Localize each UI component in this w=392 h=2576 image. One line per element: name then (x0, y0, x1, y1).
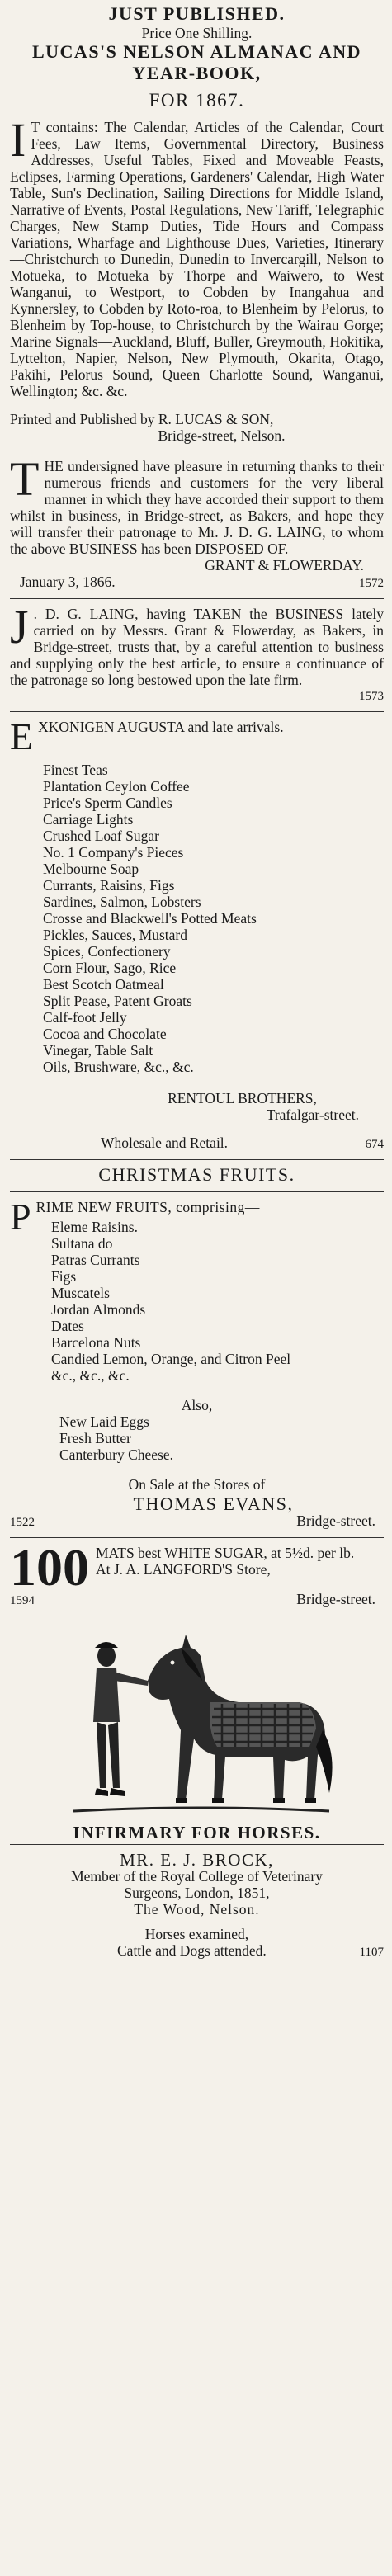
sugar-main (10, 1538, 384, 1597)
grant-body (10, 452, 384, 557)
infirmary-heading: INFIRMARY FOR HORSES. (73, 1823, 321, 1842)
christmas-number: 1522 (10, 1516, 35, 1529)
rentoul-item: Split Pease, Patent Groats (43, 993, 192, 1009)
almanac-body (10, 113, 384, 399)
rentoul-item: Price's Sperm Candles (43, 795, 172, 811)
rentoul-heading-line (10, 715, 384, 757)
horse-engraving (49, 1623, 346, 1821)
rentoul-terms: Wholesale and Retail. (101, 1135, 229, 1151)
divider (10, 1159, 384, 1160)
grant-number: 1572 (359, 577, 384, 590)
christmas-item: Barcelona Nuts (51, 1334, 141, 1351)
christmas-also-item: New Laid Eggs (59, 1413, 149, 1430)
rentoul-ad (10, 715, 384, 1153)
grant-notice (10, 452, 384, 592)
rentoul-item: Oils, Brushware, &c., &c. (43, 1059, 194, 1075)
laing-body (10, 600, 384, 688)
christmas-street: Bridge-street. (296, 1512, 375, 1529)
rentoul-item: Spices, Confectionery (43, 943, 171, 960)
rentoul-item: Crosse and Blackwell's Potted Meats (43, 910, 257, 927)
christmas-ad (10, 1164, 384, 1531)
rentoul-item: Crushed Loaf Sugar (43, 828, 159, 844)
grant-footer (10, 573, 384, 592)
grant-dropcap: T (10, 452, 40, 506)
rentoul-item: Finest Teas (43, 762, 108, 778)
infirmary-note-2: Cattle and Dogs attended. (117, 1942, 267, 1959)
christmas-item: Dates (51, 1318, 84, 1334)
infirmary-address: The Wood, Nelson. (134, 1901, 260, 1918)
christmas-heading: CHRISTMAS FRUITS. (98, 1164, 295, 1185)
rentoul-item: Currants, Raisins, Figs (43, 877, 175, 894)
almanac-body-text: T contains: The Calendar, Articles of the Calendar, Court Fees, Law Items, Governmental Directory, Business Addresses, Useful Tables, Fixed and Moveable Feasts, Eclipses, Farming Operations, Gardeners' Calendar, High Water Table, Sun's Declination, Sailing Directions for Middle Island, Narrative of Events, Postal Regulations, New Tariff, Telegraphic Charges, New Stamp Duties, Tide Hours and Compass Variations, Wharfage and Lighthouse Dues, Varieties, Itinerary—Christchurch to Dunedin, Dunedin to Invercargill, Nelson to Motueka, to Motueka by Thorpe and Waiwero, to West Wanganui, to Westport, to Cobden by Inangahua and Kynnersley, to Cobden by Roto-roa, to Blenheim by Pelorus, to Blenheim by Top-house, to Christchurch by the Wairau Gorge; Marine Signals—Auckland, Bluff, Buller, Greymouth, Hokitika, Lyttelton, Napier, Nelson, New Plymouth, Okarita, Otago, Pakihi, Pelorus Sound, Queen Charlotte Sound, Wanganui, Wellington; &c. &c. (10, 119, 384, 399)
laing-dropcap: J (10, 600, 29, 653)
christmas-store: THOMAS EVANS, (133, 1493, 294, 1514)
christmas-sale: On Sale at the Stores of (128, 1476, 266, 1493)
christmas-item-list (10, 1219, 384, 1384)
almanac-dropcap: I (10, 113, 26, 167)
rentoul-item-list (10, 762, 384, 1075)
groom-figure (93, 1642, 148, 1796)
sugar-big-number: 100 (10, 1538, 89, 1597)
rentoul-item: Plantation Ceylon Coffee (43, 778, 190, 795)
sugar-ad (10, 1538, 384, 1609)
christmas-item: Sultana do (51, 1235, 113, 1252)
christmas-intro: RIME NEW FRUITS, comprising— (35, 1199, 260, 1215)
grant-date: January 3, 1866. (20, 573, 116, 590)
infirmary-note-1: Horses examined, (144, 1926, 249, 1942)
rentoul-item: Cocoa and Chocolate (43, 1026, 167, 1042)
laing-body-text: . D. G. LAING, having TAKEN the BUSINESS lately carried on by Messrs. Grant & Flowerday, as Bakers, in Bridge-street, trusts that, by a careful attention to business and supplying only the best article, to ensure a continuance of the patronage so long bestowed upon the late firm. (10, 606, 384, 688)
grant-signature: GRANT & FLOWERDAY. (205, 557, 364, 573)
christmas-footer (10, 1512, 384, 1531)
infirmary-ad (10, 1623, 384, 1960)
divider (10, 1844, 384, 1845)
almanac-price: Price One Shilling. (141, 25, 253, 41)
rentoul-item: Vinegar, Table Salt (43, 1042, 153, 1059)
horse-figure (148, 1635, 333, 1803)
infirmary-name: MR. E. J. BROCK, (120, 1850, 274, 1870)
rentoul-item: Melbourne Soap (43, 861, 139, 877)
infirmary-number: 1107 (359, 1946, 384, 1959)
almanac-ad (10, 3, 384, 444)
sugar-line-1: MATS best WHITE SUGAR, at 5½d. per lb. (96, 1545, 355, 1561)
divider (10, 711, 384, 712)
christmas-dropcap: P (10, 1196, 31, 1238)
christmas-item: Patras Currants (51, 1252, 140, 1268)
rentoul-item: Calf-foot Jelly (43, 1009, 127, 1026)
almanac-year: FOR 1867. (149, 90, 245, 111)
christmas-item: Figs (51, 1268, 77, 1285)
laing-notice (10, 600, 384, 705)
christmas-also-list (10, 1413, 384, 1463)
sugar-street: Bridge-street. (296, 1591, 375, 1607)
christmas-also-item: Fresh Butter (59, 1430, 132, 1446)
almanac-title-1: LUCAS'S NELSON ALMANAC AND (31, 41, 361, 62)
rentoul-heading: XKONIGEN AUGUSTA and late arrivals. (38, 719, 284, 735)
infirmary-line-1: Member of the Royal College of Veterinary (71, 1868, 323, 1885)
rentoul-item: Corn Flour, Sago, Rice (43, 960, 177, 976)
rentoul-item: Pickles, Sauces, Mustard (43, 927, 187, 943)
rentoul-item: Best Scotch Oatmeal (43, 976, 164, 993)
divider (10, 1191, 384, 1192)
infirmary-footer (10, 1942, 384, 1960)
almanac-printer-2: Bridge-street, Nelson. (158, 427, 286, 444)
sugar-line-2: At J. A. LANGFORD'S Store, (96, 1561, 271, 1578)
grant-body-text: HE undersigned have pleasure in returning thanks to their numerous friends and customers for the very liberal manner in which they have accorded their support to them whilst in business, in Bridge-street, as Bakers, and hope they will transfer their patronage to Mr. J. D. G. LAING, to whom the above BUSINESS has been DISPOSED OF. (10, 458, 384, 557)
laing-number: 1573 (359, 690, 384, 703)
rentoul-item: Carriage Lights (43, 811, 134, 828)
sugar-number: 1594 (10, 1594, 35, 1607)
rentoul-footer (10, 1135, 384, 1153)
divider (10, 598, 384, 599)
christmas-also: Also, (181, 1397, 213, 1413)
christmas-item: Muscatels (51, 1285, 110, 1301)
rentoul-dropcap: E (10, 715, 34, 757)
rentoul-signature: RENTOUL BROTHERS, (168, 1090, 317, 1106)
rentoul-number: 674 (365, 1138, 384, 1151)
rentoul-item: No. 1 Company's Pieces (43, 844, 184, 861)
christmas-also-item: Canterbury Cheese. (59, 1446, 174, 1463)
infirmary-line-2: Surgeons, London, 1851, (124, 1885, 270, 1901)
almanac-title-2: YEAR-BOOK, (132, 63, 262, 83)
horse-illustration (10, 1623, 384, 1821)
christmas-item: Eleme Raisins. (51, 1219, 138, 1235)
christmas-item: Jordan Almonds (51, 1301, 146, 1318)
almanac-printer-1: Printed and Published by R. LUCAS & SON, (10, 411, 274, 427)
rentoul-street: Trafalgar-street. (266, 1106, 359, 1123)
rentoul-item: Sardines, Salmon, Lobsters (43, 894, 201, 910)
christmas-item: Candied Lemon, Orange, and Citron Peel (51, 1351, 291, 1367)
almanac-heading: JUST PUBLISHED. (108, 3, 286, 24)
christmas-item: &c., &c., &c. (51, 1367, 130, 1384)
